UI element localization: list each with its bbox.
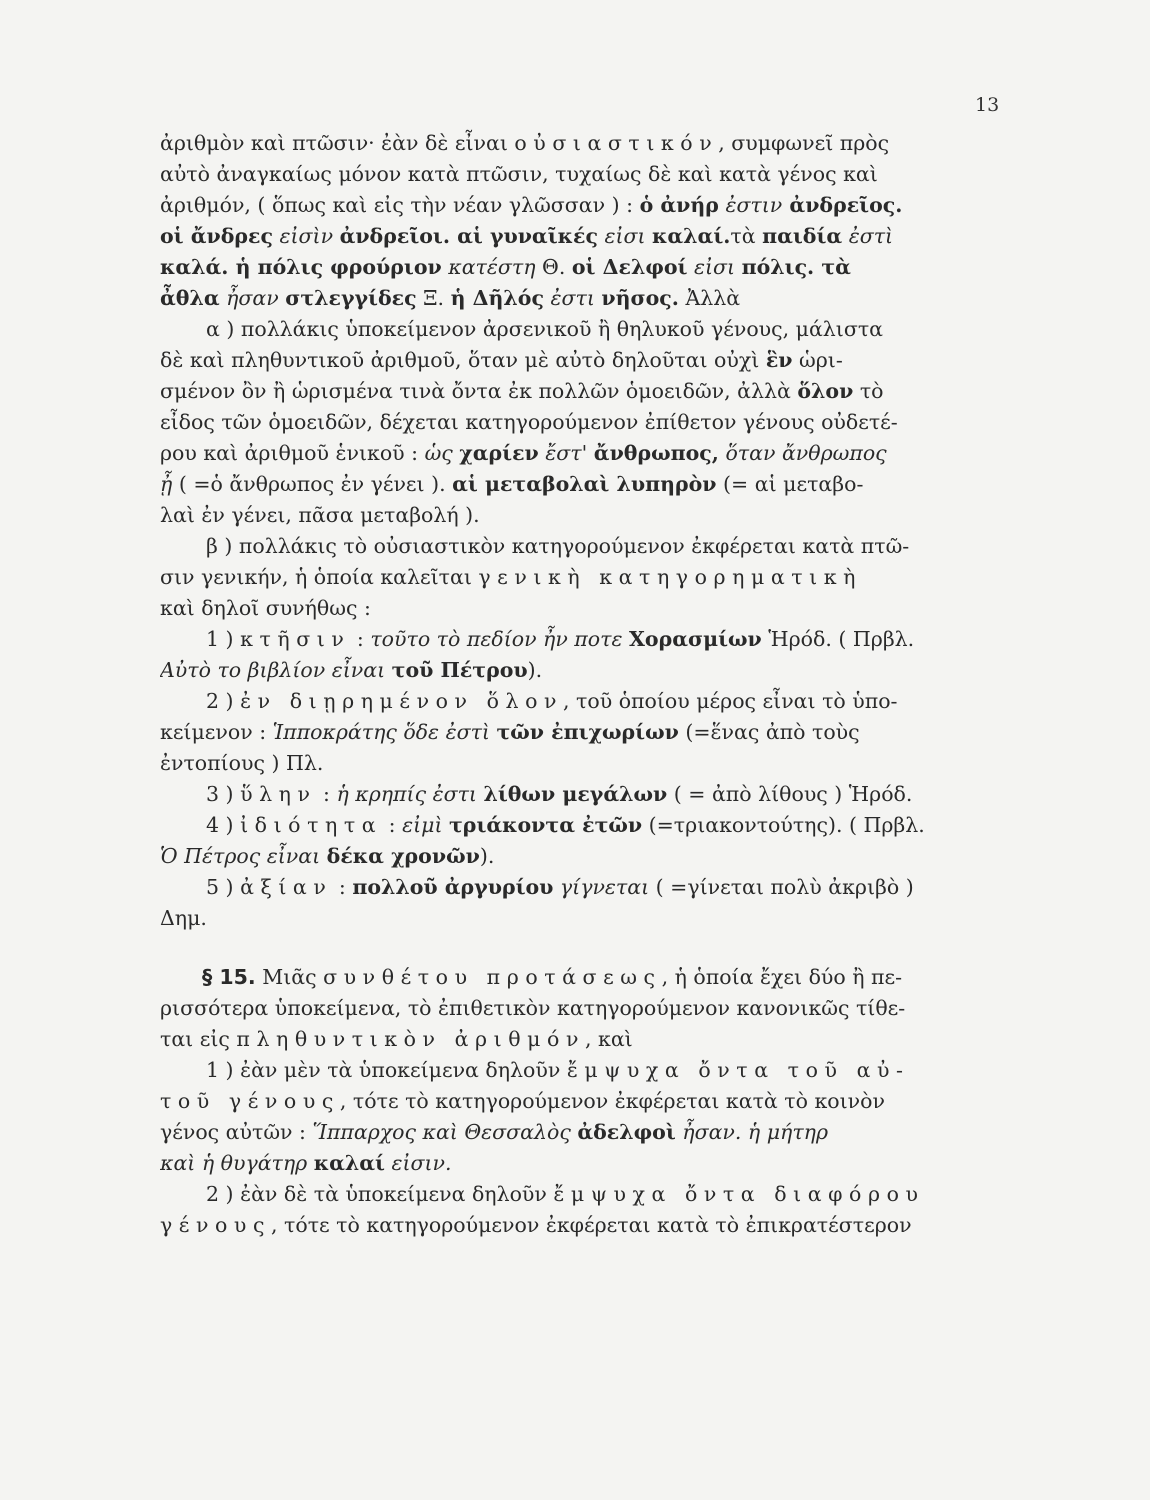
text-line <box>160 190 995 221</box>
text-line <box>160 500 995 531</box>
text-line <box>160 345 995 376</box>
text-line <box>160 903 995 934</box>
text-segment: παιδία <box>762 224 843 248</box>
text-segment: ἐν διῃρημένον ὅλον <box>240 689 563 713</box>
text-segment: (=ἕνας ἀπὸ τοὺς <box>678 720 860 744</box>
text-segment: εἰμὶ <box>402 813 450 837</box>
text-segment: (=τριακοντούτης). ( Πρβλ. <box>642 813 925 837</box>
text-line <box>160 686 995 717</box>
text-line <box>160 1024 995 1055</box>
text-segment: Ἀλλὰ <box>678 286 741 310</box>
text-segment: κείμενον : <box>160 720 273 744</box>
text-segment: εἶδος τῶν ὁμοειδῶν, δέχεται κατηγορούμενον ἐπίθετον γένους οὐδετέ- <box>160 410 898 434</box>
text-line <box>160 283 995 314</box>
text-segment: 1 ) ἐὰν μὲν τὰ ὑποκείμενα δηλοῦν <box>206 1058 567 1082</box>
text-line <box>160 655 995 686</box>
text-line <box>160 993 995 1024</box>
text-segment: Αὐτὸ το βιβλίον εἶναι <box>160 658 392 682</box>
text-segment: β ) πολλάκις τὸ οὐσιαστικὸν κατηγορούμενον ἐκφέρεται κατὰ πτῶ- <box>206 534 910 558</box>
text-segment: ἡ Δῆλός <box>450 286 544 310</box>
text-segment: λαὶ ἐν γένει, πᾶσα μεταβολή ). <box>160 503 480 527</box>
text-segment: ἔστ' <box>538 441 594 465</box>
text-segment: 4 ) <box>206 813 241 837</box>
text-segment: α ) πολλάκις ὑποκείμενον ἀρσενικοῦ ἢ θηλυκοῦ γένους, μάλιστα <box>206 317 884 341</box>
text-line <box>160 1086 995 1117</box>
text-segment: τὰ <box>730 224 763 248</box>
text-line <box>160 159 995 190</box>
text-segment: Ξ. <box>416 286 451 310</box>
text-segment: : <box>316 782 337 806</box>
text-segment: τοῦτο τὸ πεδίον ἦν ποτε <box>370 627 629 651</box>
text-segment: Ἡρόδ. ( Πρβλ. <box>761 627 915 651</box>
text-line <box>160 624 995 655</box>
text-line <box>160 593 995 624</box>
text-segment: καὶ ἡ θυγάτηρ <box>160 1151 314 1175</box>
text-segment: καὶ δηλοῖ συνήθως : <box>160 596 371 620</box>
page-number: 13 <box>975 94 1000 116</box>
text-segment: ( = ἀπὸ λίθους ) Ἡρόδ. <box>667 782 913 806</box>
text-segment: τοῦ Πέτρου <box>391 658 528 682</box>
text-segment: ὅλον <box>797 379 854 403</box>
text-line <box>160 841 995 872</box>
text-segment: 2 ) ἐὰν δὲ τὰ ὑποκείμενα δηλοῦν <box>206 1182 554 1206</box>
text-segment: συνθέτου προτάσεως <box>323 965 662 989</box>
text-segment: ἀξίαν <box>240 875 333 899</box>
text-segment: , συμφωνεῖ πρὸς <box>718 131 890 155</box>
text-segment: Ἱπποκράτης ὅδε ἐστὶ <box>272 720 497 744</box>
text-segment: , τότε τὸ κατηγορούμενον ἐκφέρεται κατὰ τὸ κοινὸν <box>339 1089 885 1113</box>
paragraph-gap <box>160 934 995 962</box>
text-segment: δὲ καὶ πληθυντικοῦ ἀριθμοῦ, ὅταν μὲ αὐτὸ δηλοῦται οὐχὶ <box>160 348 766 372</box>
text-segment: ἐστὶ <box>842 224 894 248</box>
text-line <box>160 779 995 810</box>
text-segment: ρου καὶ ἀριθμοῦ ἑνικοῦ : <box>160 441 425 465</box>
text-segment: γένους <box>160 1213 271 1237</box>
text-line <box>160 128 995 159</box>
text-segment: τῶν ἐπιχωρίων <box>496 720 679 744</box>
text-segment: σμένον ὂν ἢ ὡρισμένα τινὰ ὄντα ἐκ πολλῶν ὁμοειδῶν, ἀλλὰ <box>160 379 798 403</box>
text-segment: οἱ Δελφοί <box>571 255 688 279</box>
text-segment: ἀνδρεῖος. <box>782 193 903 217</box>
text-segment: ὁ ἀνήρ <box>639 193 719 217</box>
text-segment: νῆσος. <box>601 286 679 310</box>
text-segment: 5 ) <box>206 875 241 899</box>
text-line <box>160 872 995 903</box>
text-segment: : <box>350 627 371 651</box>
text-segment: ). <box>479 844 495 868</box>
text-segment: ρισσότερα ὑποκείμενα, τὸ ἐπιθετικὸν κατηγορούμενον κανονικῶς τίθε- <box>160 996 906 1020</box>
text-segment: , τοῦ ὁποίου μέρος εἶναι τὸ ὑπο- <box>563 689 898 713</box>
text-segment: ὡρι- <box>792 348 843 372</box>
text-segment: (= αἱ μεταβο- <box>716 472 864 496</box>
text-segment: 3 ) <box>206 782 241 806</box>
text-segment: ἡ κρηπίς ἐστι <box>336 782 484 806</box>
text-segment: ἐστιν <box>718 193 783 217</box>
text-segment: , τότε τὸ κατηγορούμενον ἐκφέρεται κατὰ τὸ ἐπικρατέστερον <box>270 1213 912 1237</box>
text-line <box>160 1179 995 1210</box>
text-segment: χαρίεν <box>459 441 539 465</box>
text-segment: ἔμψυχα ὄντα διαφόρου <box>553 1182 925 1206</box>
text-line <box>160 252 995 283</box>
text-segment: στλεγγίδες <box>285 286 417 310</box>
text-segment: Θ. <box>542 255 572 279</box>
text-segment: αὐτὸ ἀναγκαίως μόνον κατὰ πτῶσιν, τυχαίως δὲ καὶ κατὰ γένος καὶ <box>160 162 878 186</box>
text-segment: Ἵππαρχος καὶ Θεσσαλὸς <box>312 1120 578 1144</box>
text-segment: ἦσαν <box>219 286 286 310</box>
text-line <box>160 531 995 562</box>
text-segment: ἀριθμὸν καὶ πτῶσιν· ἐὰν δὲ εἶναι <box>160 131 515 155</box>
text-segment: εἰσι <box>597 224 653 248</box>
text-line <box>160 469 995 500</box>
text-segment: κατέστη <box>441 255 543 279</box>
text-segment: κτῆσιν <box>240 627 351 651</box>
text-segment: γένος αὐτῶν : <box>160 1120 313 1144</box>
text-segment: ἓν <box>765 348 793 372</box>
text-line <box>160 810 995 841</box>
text-segment: ᾖ <box>160 472 173 496</box>
text-segment: καλά. ἡ πόλις φρούριον <box>160 255 442 279</box>
text-line <box>160 1117 995 1148</box>
text-line <box>160 1210 995 1241</box>
text-line <box>160 562 995 593</box>
text-segment: καλαί <box>313 1151 385 1175</box>
text-segment: τοῦ γένους <box>160 1089 340 1113</box>
text-segment: ἦσαν. ἡ μήτηρ <box>675 1120 828 1144</box>
text-segment: γενικὴ κατηγορηματικὴ <box>478 565 862 589</box>
text-segment: λίθων μεγάλων <box>483 782 668 806</box>
text-segment: Χορασμίων <box>628 627 762 651</box>
text-segment: αἱ μεταβολαὶ λυπηρὸν <box>452 472 717 496</box>
text-segment: οἱ ἄνδρες <box>160 224 273 248</box>
text-segment: εἰσιν. <box>384 1151 452 1175</box>
body-text <box>160 128 995 1241</box>
text-segment: ἐστι <box>543 286 602 310</box>
text-segment: γίγνεται <box>553 875 650 899</box>
text-line <box>160 1055 995 1086</box>
text-segment: σιν γενικήν, ἡ ὁποία καλεῖται <box>160 565 479 589</box>
text-segment: , ἡ ὁποία ἔχει δύο ἢ πε- <box>661 965 903 989</box>
text-segment: εἰσὶν <box>272 224 340 248</box>
text-segment: ἰδιότητα <box>240 813 383 837</box>
text-line <box>160 314 995 345</box>
text-segment: ). <box>527 658 543 682</box>
text-segment: εἰσι <box>687 255 742 279</box>
text-line <box>160 748 995 779</box>
text-segment: τριάκοντα ἐτῶν <box>449 813 643 837</box>
text-segment: 2 ) <box>206 689 241 713</box>
text-line <box>160 1148 995 1179</box>
text-segment: Μιᾶς <box>255 965 324 989</box>
text-segment: οὐσιαστικόν <box>514 131 719 155</box>
text-segment: ὕλην <box>240 782 317 806</box>
text-segment: : <box>382 813 403 837</box>
text-line <box>160 962 995 993</box>
text-segment: ( =γίνεται πολὺ ἀκριβὸ ) <box>649 875 914 899</box>
text-line <box>160 407 995 438</box>
text-segment: 1 ) <box>206 627 241 651</box>
text-segment: , καὶ <box>584 1027 633 1051</box>
text-segment: ὅταν ἄνθρωπος <box>718 441 887 465</box>
text-segment: ( =ὁ ἄνθρωπος ἐν γένει ). <box>172 472 453 496</box>
text-segment: ὡς <box>424 441 460 465</box>
text-segment: Δημ. <box>160 906 207 930</box>
text-segment: ἀδελφοὶ <box>577 1120 676 1144</box>
text-segment: ἀνδρεῖοι. αἱ γυναῖκές <box>339 224 598 248</box>
text-segment: ἔμψυχα ὄντα τοῦ αὐ- <box>566 1058 910 1082</box>
text-segment: πολλοῦ ἀργυρίου <box>352 875 554 899</box>
text-segment: ἄνθρωπος, <box>593 441 719 465</box>
text-segment: Ὁ Πέτρος εἶναι <box>160 844 327 868</box>
text-segment: πληθυντικὸν ἀριθμόν <box>236 1027 585 1051</box>
text-segment: : <box>332 875 353 899</box>
text-segment: ἆθλα <box>160 286 220 310</box>
text-segment: καλαί. <box>652 224 731 248</box>
text-segment: ται εἰς <box>160 1027 237 1051</box>
text-segment: τὸ <box>853 379 884 403</box>
text-line <box>160 717 995 748</box>
text-segment: ἀριθμόν, ( ὅπως καὶ εἰς τὴν νέαν γλῶσσαν ) : <box>160 193 640 217</box>
section-number: § 15. <box>202 965 256 989</box>
text-segment: δέκα χρονῶν <box>326 844 480 868</box>
text-segment: πόλις. τὰ <box>741 255 851 279</box>
text-segment: ἐντοπίους ) Πλ. <box>160 751 324 775</box>
text-line <box>160 221 995 252</box>
text-line <box>160 438 995 469</box>
text-line <box>160 376 995 407</box>
